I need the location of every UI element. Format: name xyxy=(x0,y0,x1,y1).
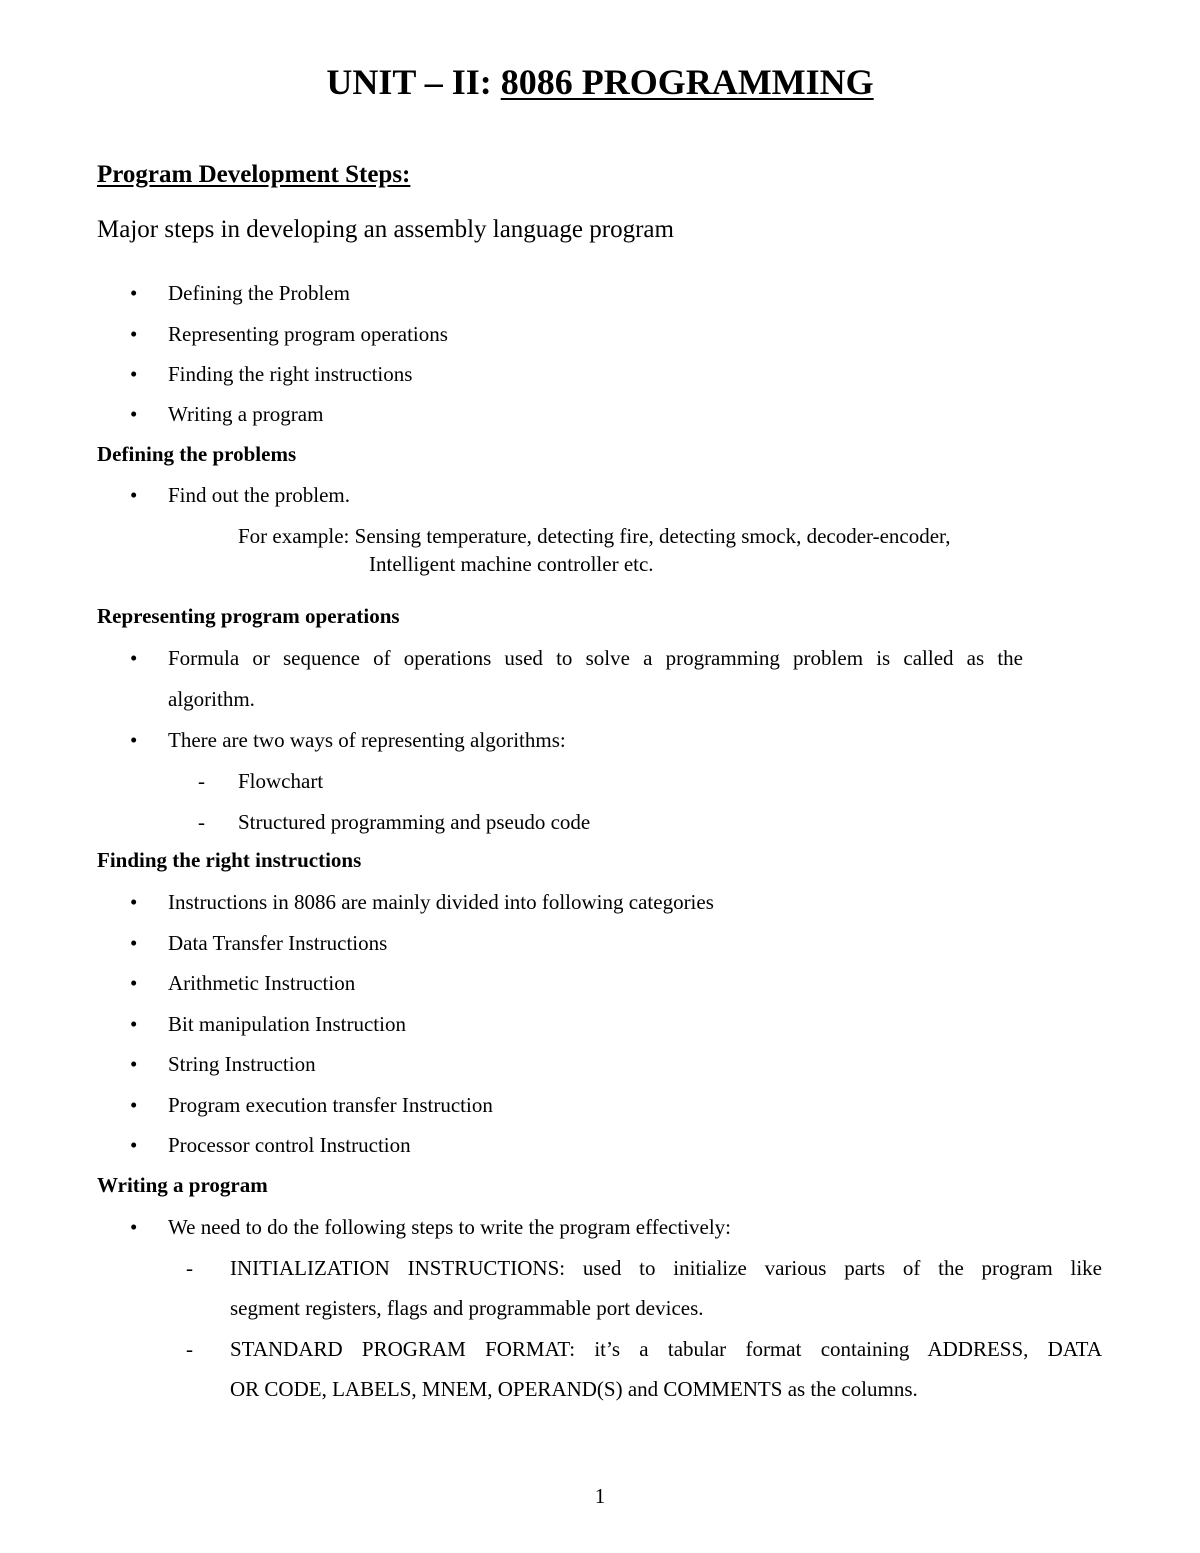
subsection-heading: Finding the right instructions xyxy=(97,848,362,872)
bullet-text: We need to do the following steps to write the program effectively: xyxy=(168,1215,732,1239)
bullet-text: Find out the problem. xyxy=(168,483,350,507)
bullet-marker: • xyxy=(130,483,138,507)
subsection-heading: Writing a program xyxy=(97,1173,268,1197)
title-prefix: UNIT – II: xyxy=(326,62,501,102)
sub-item-text-continued: OR CODE, LABELS, MNEM, OPERAND(S) and COMMENTS as the columns. xyxy=(230,1377,918,1401)
section-heading: Program Development Steps: xyxy=(97,161,411,188)
subsection-heading: Defining the problems xyxy=(97,442,297,466)
bullet-marker: • xyxy=(130,322,138,346)
example-text-continued: Intelligent machine controller etc. xyxy=(369,552,654,576)
bullet-marker: • xyxy=(130,1133,138,1157)
bullet-marker: • xyxy=(130,1052,138,1076)
bullet-text: Formula or sequence of operations used to solve a programming problem is called as the xyxy=(168,646,1023,670)
page-title xyxy=(0,58,1200,106)
page-number: 1 xyxy=(594,1484,606,1508)
bullet-marker: • xyxy=(130,1093,138,1117)
title-underlined: 8086 PROGRAMMING xyxy=(500,62,874,102)
dash-marker: - xyxy=(186,1337,193,1361)
bullet-text: Program execution transfer Instruction xyxy=(168,1093,493,1117)
bullet-text: String Instruction xyxy=(168,1052,316,1076)
bullet-marker: • xyxy=(130,890,138,914)
subsection-heading: Representing program operations xyxy=(97,604,400,628)
step-text: Writing a program xyxy=(168,402,324,426)
bullet-text: Processor control Instruction xyxy=(168,1133,411,1157)
sub-item-text: Structured programming and pseudo code xyxy=(238,810,591,834)
bullet-marker: • xyxy=(130,281,138,305)
bullet-text: Bit manipulation Instruction xyxy=(168,1012,406,1036)
step-text: Representing program operations xyxy=(168,322,448,346)
sub-item-text: Flowchart xyxy=(238,769,324,793)
bullet-marker: • xyxy=(130,1215,138,1239)
example-text: For example: Sensing temperature, detecting fire, detecting smock, decoder-encoder, xyxy=(238,524,951,548)
bullet-text: Arithmetic Instruction xyxy=(168,971,356,995)
bullet-marker: • xyxy=(130,971,138,995)
step-text: Defining the Problem xyxy=(168,281,350,305)
bullet-marker: • xyxy=(130,728,138,752)
sub-item-text: STANDARD PROGRAM FORMAT: it’s a tabular format containing ADDRESS, DATA xyxy=(230,1337,1102,1361)
bullet-marker: • xyxy=(130,646,138,670)
bullet-text: Instructions in 8086 are mainly divided into following categories xyxy=(168,890,714,914)
dash-marker: - xyxy=(198,810,205,834)
sub-item-text-continued: segment registers, flags and programmable port devices. xyxy=(230,1296,704,1320)
step-text: Finding the right instructions xyxy=(168,362,413,386)
dash-marker: - xyxy=(186,1256,193,1280)
bullet-text: There are two ways of representing algorithms: xyxy=(168,728,566,752)
bullet-marker: • xyxy=(130,1012,138,1036)
section-intro: Major steps in developing an assembly language program xyxy=(97,216,674,243)
dash-marker: - xyxy=(198,769,205,793)
bullet-marker: • xyxy=(130,402,138,426)
sub-item-text: INITIALIZATION INSTRUCTIONS: used to initialize various parts of the program like xyxy=(230,1256,1102,1280)
bullet-marker: • xyxy=(130,362,138,386)
bullet-text: Data Transfer Instructions xyxy=(168,931,388,955)
bullet-text-continued: algorithm. xyxy=(168,687,255,711)
bullet-marker: • xyxy=(130,931,138,955)
